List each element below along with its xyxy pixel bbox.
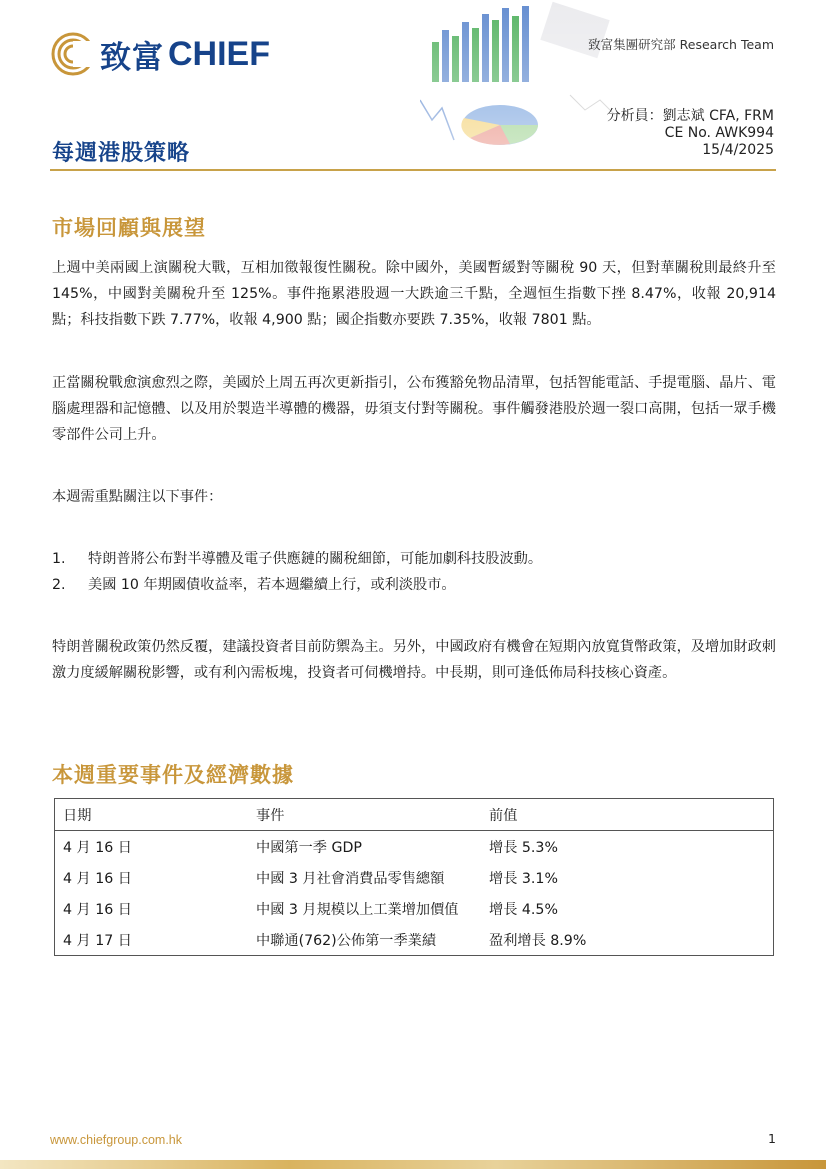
focus-events-list: [52, 547, 776, 599]
header-divider: [50, 169, 776, 171]
paragraph-market-recap: 上週中美兩國上演關稅大戰，互相加徵報復性關稅。除中國外，美國暫緩對等關稅 90 天，但對華關稅則最終升至 145%，中國對美關稅升至 125%。事件拖累港股週一大跌逾三千點，全週恒生指數下挫 8.47%，收報 20,914 點；科技指數下跌 7.77%，收報 4,900 點；國企指數亦要跌 7.35%，收報 7801 點。: [52, 260, 776, 328]
column-header-date: 日期: [63, 807, 92, 824]
list-item-number: 2.: [52, 576, 66, 593]
column-header-event: 事件: [256, 807, 285, 824]
research-team-label: 致富集團研究部 Research Team: [588, 37, 774, 52]
logo-english-text: CHIEF: [168, 34, 270, 73]
cell-date: 4 月 16 日: [63, 870, 132, 887]
cell-date: 4 月 17 日: [63, 932, 132, 949]
list-item-text: 特朗普將公布對半導體及電子供應鏈的關稅細節，可能加劇科技股波動。: [88, 551, 543, 567]
table-row: [55, 924, 774, 956]
paragraph-focus-intro: 本週需重點關注以下事件：: [52, 489, 223, 505]
paragraph-strategy: 特朗普關稅政策仍然反覆，建議投資者目前防禦為主。另外，中國政府有機會在短期內放寬貨幣政策，及增加財政刺激力度緩解關稅影響，或有利內需板塊，投資者可伺機增持。中長期，則可逢低佈局科技核心資產。: [52, 639, 776, 681]
analyst-name: 分析員：劉志斌 CFA, FRM: [606, 108, 774, 124]
cell-date: 4 月 16 日: [63, 901, 132, 918]
cell-event: 中國 3 月社會消費品零售總額: [256, 870, 445, 887]
list-item-number: 1.: [52, 551, 66, 567]
chief-swirl-icon: [50, 31, 96, 77]
list-item: [52, 547, 776, 573]
section-title-market-review: 市場回顧與展望: [52, 216, 206, 240]
company-logo: [50, 28, 320, 80]
economic-events-table: [54, 798, 774, 956]
table-row: [55, 831, 774, 863]
table-row: [55, 893, 774, 924]
header-decorative-charts-image: [420, 0, 620, 160]
table-row: [55, 862, 774, 893]
cell-previous: 增長 5.3%: [489, 839, 558, 856]
report-title: 每週港股策略: [52, 141, 191, 166]
section-title-events-data: 本週重要事件及經濟數據: [52, 763, 294, 787]
analyst-info: [607, 108, 774, 159]
cell-previous: 增長 4.5%: [489, 901, 558, 918]
list-item-text: 美國 10 年期國債收益率，若本週繼續上行，或利淡股市。: [88, 576, 456, 593]
cell-date: 4 月 16 日: [63, 839, 132, 856]
paragraph-exemption-list: 正當關稅戰愈演愈烈之際，美國於上周五再次更新指引，公布獲豁免物品清單，包括智能電話、手提電腦、晶片、電腦處理器和記憶體、以及用於製造半導體的機器，毋須支付對等關稅。事件觸發港股於週一裂口高開，包括一眾手機零部件公司上升。: [52, 375, 776, 443]
cell-event: 中國第一季 GDP: [256, 839, 362, 856]
cell-event: 中國 3 月規模以上工業增加價值: [256, 901, 459, 918]
table-header-row: [55, 799, 774, 831]
list-item: [52, 573, 776, 599]
cell-previous: 盈利增長 8.9%: [489, 932, 587, 949]
logo-chinese-text: 致富: [100, 39, 164, 76]
column-header-previous: 前值: [489, 807, 518, 824]
footer-website-link[interactable]: www.chiefgroup.com.hk: [50, 1133, 183, 1147]
ce-number: CE No. AWK994: [664, 125, 774, 141]
page-number: 1: [768, 1131, 776, 1146]
report-date: 15/4/2025: [702, 142, 774, 158]
footer-decorative-bar: [0, 1160, 826, 1169]
cell-previous: 增長 3.1%: [489, 870, 558, 887]
cell-event: 中聯通(762)公佈第一季業績: [256, 932, 437, 949]
